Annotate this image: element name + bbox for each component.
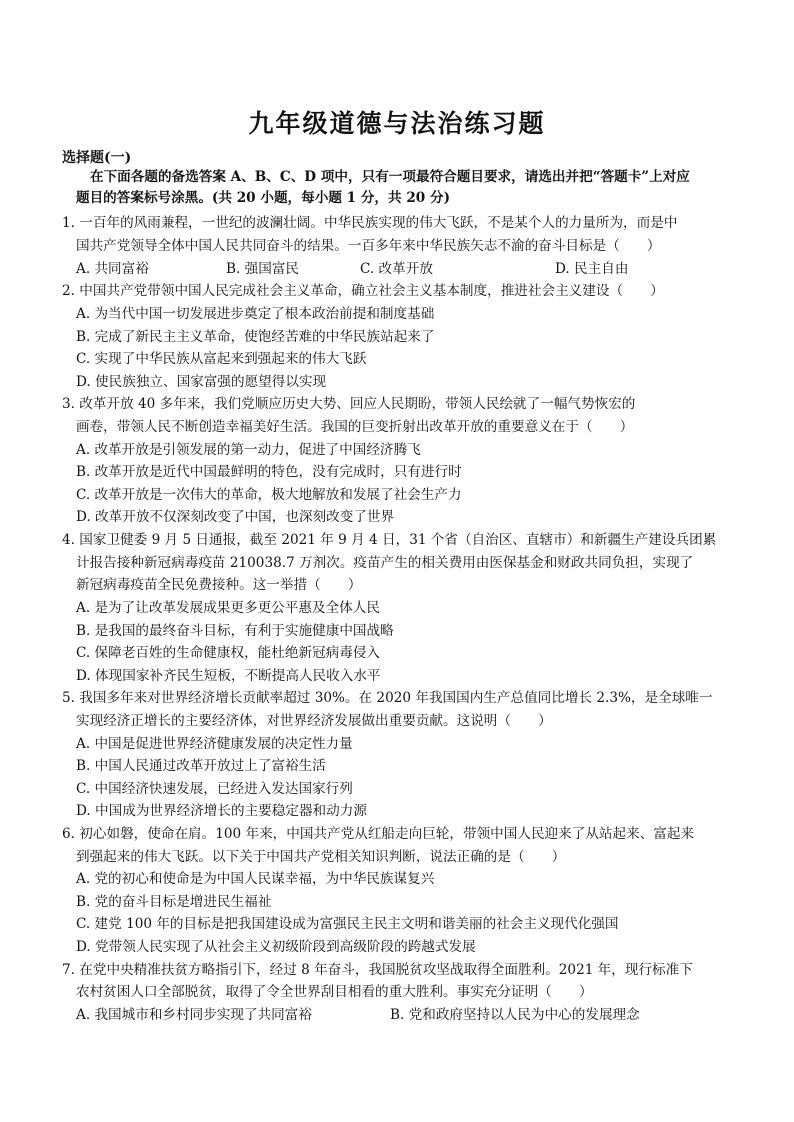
question-7-option-a: A. 我国城市和乡村同步实现了共同富裕	[76, 1007, 312, 1023]
question-6-option-a: A. 党的初心和使命是为中国人民谋幸福，为中华民族谋复兴	[76, 871, 435, 887]
question-2-option-b: B. 完成了新民主主义革命，使饱经苦难的中华民族站起来了	[76, 329, 435, 345]
question-6-option-d: D. 党带领人民实现了从社会主义初级阶段到高级阶段的跨越式发展	[76, 939, 476, 955]
question-1-stem-line-2: 国共产党领导全体中国人民共同奋斗的结果。一百多年来中华民族矢志不渝的奋斗目标是（ ）	[76, 238, 661, 254]
question-5-option-a: A. 中国是促进世界经济健康发展的决定性力量	[76, 736, 353, 752]
question-4-option-d: D. 体现国家补齐民生短板，不断提高人民收入水平	[76, 668, 381, 684]
question-3-stem-line-2: 画卷，带领人民不断创造幸福美好生活。我国的巨变折射出改革开放的重要意义在于（ ）	[76, 419, 634, 435]
question-2-stem-line-1: 2. 中国共产党带领中国人民完成社会主义革命，确立社会主义基本制度，推进社会主义建设（ ）	[62, 283, 664, 299]
question-4-stem-line-2: 计报告接种新冠病毒疫苗 210038.7 万剂次。疫苗产生的相关费用由医保基金和财政共同负担，实现了	[76, 555, 694, 571]
question-4-option-a: A. 是为了让改革发展成果更多更公平惠及全体人民	[76, 600, 380, 616]
question-1-option-a: A. 共同富裕	[76, 261, 149, 277]
question-5-stem-line-1: 5. 我国多年来对世界经济增长贡献率超过 30%。在 2020 年我国国内生产总值同比增长 2.3%，是全球唯一	[62, 690, 713, 706]
question-6-stem-line-1: 6. 初心如磐，使命在肩。100 年来，中国共产党从红船走向巨轮，带领中国人民迎来了从站起来、富起来	[62, 826, 695, 842]
page-title: 九年级道德与法治练习题	[248, 109, 546, 138]
instructions-line-1: 在下面各题的备选答案 A、B、C、D 项中，只有一项最符合题目要求，请选出并把“答题卡”上对应	[90, 169, 690, 185]
question-3-option-c: C. 改革开放是一次伟大的革命，极大地解放和发展了社会生产力	[76, 487, 462, 503]
question-3-option-d: D. 改革开放不仅深刻改变了中国，也深刻改变了世界	[76, 509, 395, 525]
question-4-option-b: B. 是我国的最终奋斗目标，有利于实施健康中国战略	[76, 623, 394, 639]
section-heading: 选择题(一)	[62, 150, 132, 166]
question-3-option-a: A. 改革开放是引领发展的第一动力，促进了中国经济腾飞	[76, 442, 421, 458]
question-6-option-b: B. 党的奋斗目标是增进民生福祉	[76, 894, 272, 910]
question-4-option-c: C. 保障老百姓的生命健康权，能杜绝新冠病毒侵入	[76, 645, 381, 661]
question-7-stem-line-1: 7. 在党中央精准扶贫方略指引下，经过 8 年奋斗，我国脱贫攻坚战取得全面胜利。2021 年，现行标准下	[62, 962, 693, 978]
question-1-stem-line-1: 1. 一百年的风雨兼程，一世纪的波澜壮阔。中华民族实现的伟大飞跃，不是某个人的力量所为，而是中	[62, 215, 678, 231]
question-3-stem-line-1: 3. 改革开放 40 多年来，我们党顺应历史大势、回应人民期盼，带领人民绘就了一幅气势恢宏的	[62, 396, 636, 412]
question-6-option-c: C. 建党 100 年的目标是把我国建设成为富强民主民主文明和谐美丽的社会主义现代化强国	[76, 916, 619, 932]
question-7-stem-line-2: 农村贫困人口全部脱贫，取得了令全世界刮目相看的重大胜利。事实充分证明（ ）	[76, 984, 593, 1000]
question-1-option-b: B. 强国富民	[226, 261, 300, 277]
question-4-stem-line-1: 4. 国家卫健委 9 月 5 日通报，截至 2021 年 9 月 4 日，31 个省（自治区、直辖市）和新疆生产建设兵团累	[62, 532, 717, 548]
question-1-option-c: C. 改革开放	[360, 261, 433, 277]
question-5-option-d: D. 中国成为世界经济增长的主要稳定器和动力源	[76, 803, 367, 819]
question-6-stem-line-2: 到强起来的伟大飞跃。以下关于中国共产党相关知识判断，说法正确的是（ ）	[76, 849, 566, 865]
question-2-option-c: C. 实现了中华民族从富起来到强起来的伟大飞跃	[76, 351, 367, 367]
question-3-option-b: B. 改革开放是近代中国最鲜明的特色，没有完成时，只有进行时	[76, 464, 462, 480]
question-7-option-b: B. 党和政府坚持以人民为中心的发展理念	[390, 1007, 640, 1023]
question-4-stem-line-3: 新冠病毒疫苗全民免费接种。这一举措（ ）	[76, 577, 362, 593]
question-2-option-d: D. 使民族独立、国家富强的愿望得以实现	[76, 374, 327, 390]
question-5-stem-line-2: 实现经济正增长的主要经济体，对世界经济发展做出重要贡献。这说明（ ）	[76, 713, 552, 729]
question-1-option-d: D. 民主自由	[555, 261, 629, 277]
question-5-option-c: C. 中国经济快速发展，已经进入发达国家行列	[76, 781, 353, 797]
question-2-option-a: A. 为当代中国一切发展进步奠定了根本政治前提和制度基础	[76, 306, 435, 322]
instructions-line-2: 题目的答案标号涂黑。(共 20 小题，每小题 1 分，共 20 分)	[76, 190, 451, 206]
question-5-option-b: B. 中国人民通过改革开放过上了富裕生活	[76, 758, 326, 774]
